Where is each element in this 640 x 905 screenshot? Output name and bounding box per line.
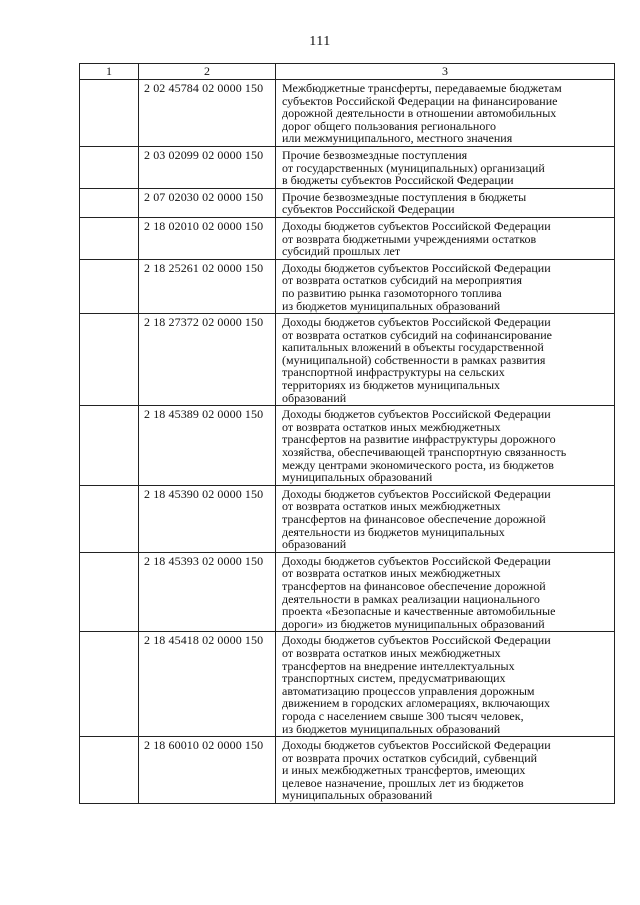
row-index-cell (80, 552, 139, 632)
revenue-name-cell: Доходы бюджетов субъектов Российской Федерации от возврата прочих остатков субсидий, субвенций и иных межбюджетных трансфертов, имеющих целевое назначение, прошлых лет из бюджетов муниципальных образований (276, 737, 615, 804)
column-header-2: 2 (139, 64, 276, 80)
revenue-name-cell: Доходы бюджетов субъектов Российской Федерации от возврата остатков иных межбюджетных трансфертов на финансовое обеспечение дорожной деятельности из бюджетов муниципальных образований (276, 485, 615, 552)
table-row (80, 552, 615, 632)
column-header-1: 1 (80, 64, 139, 80)
revenue-name-cell: Доходы бюджетов субъектов Российской Федерации от возврата остатков субсидий на мероприятия по развитию рынка газомоторного топлива из бюджетов муниципальных образований (276, 259, 615, 313)
budget-code-cell: 2 03 02099 02 0000 150 (139, 146, 276, 188)
budget-code-cell: 2 18 45390 02 0000 150 (139, 485, 276, 552)
page-number: 111 (309, 34, 331, 49)
row-index-cell (80, 217, 139, 259)
table-row (80, 146, 615, 188)
budget-code-cell: 2 18 02010 02 0000 150 (139, 217, 276, 259)
revenue-name-cell: Доходы бюджетов субъектов Российской Федерации от возврата остатков иных межбюджетных трансфертов на развитие инфраструктуры дорожного хозяйства, обеспечивающей транспортную связанность между центрами экономического роста, из бюджетов муниципальных образований (276, 406, 615, 486)
table-row (80, 80, 615, 147)
row-index-cell (80, 146, 139, 188)
table-row (80, 314, 615, 406)
table-header-row (80, 64, 615, 80)
budget-code-cell: 2 18 27372 02 0000 150 (139, 314, 276, 406)
budget-codes-table (79, 63, 615, 804)
row-index-cell (80, 406, 139, 486)
budget-code-cell: 2 07 02030 02 0000 150 (139, 188, 276, 217)
revenue-name-cell: Доходы бюджетов субъектов Российской Федерации от возврата остатков иных межбюджетных трансфертов на внедрение интеллектуальных транспортных систем, предусматривающих автоматизацию процессов управления дорожным движением в городских агломерациях, включающих города с населением свыше 300 тысяч человек, из бюджетов муниципальных образований (276, 632, 615, 737)
column-header-3: 3 (276, 64, 615, 80)
table-row (80, 485, 615, 552)
budget-code-cell: 2 18 45393 02 0000 150 (139, 552, 276, 632)
row-index-cell (80, 314, 139, 406)
budget-code-cell: 2 02 45784 02 0000 150 (139, 80, 276, 147)
table-row (80, 259, 615, 313)
revenue-name-cell: Межбюджетные трансферты, передаваемые бюджетам субъектов Российской Федерации на финансирование дорожной деятельности в отношении автомобильных дорог общего пользования регионального или межмуниципального, местного значения (276, 80, 615, 147)
table-row (80, 406, 615, 486)
revenue-name-cell: Прочие безвозмездные поступления от государственных (муниципальных) организаций в бюджеты субъектов Российской Федерации (276, 146, 615, 188)
budget-code-cell: 2 18 25261 02 0000 150 (139, 259, 276, 313)
budget-code-cell: 2 18 60010 02 0000 150 (139, 737, 276, 804)
table-row (80, 217, 615, 259)
table-row (80, 632, 615, 737)
row-index-cell (80, 188, 139, 217)
revenue-name-cell: Доходы бюджетов субъектов Российской Федерации от возврата остатков субсидий на софинансирование капитальных вложений в объекты государственной (муниципальной) собственности в рамках развития транспортной инфраструктуры на сельских территориях из бюджетов муниципальных образований (276, 314, 615, 406)
budget-code-cell: 2 18 45418 02 0000 150 (139, 632, 276, 737)
row-index-cell (80, 632, 139, 737)
table-row (80, 188, 615, 217)
row-index-cell (80, 80, 139, 147)
budget-code-cell: 2 18 45389 02 0000 150 (139, 406, 276, 486)
revenue-name-cell: Прочие безвозмездные поступления в бюджеты субъектов Российской Федерации (276, 188, 615, 217)
revenue-name-cell: Доходы бюджетов субъектов Российской Федерации от возврата остатков иных межбюджетных трансфертов на финансовое обеспечение дорожной деятельности в рамках реализации национального проекта «Безопасные и качественные автомобильные дороги» из бюджетов муниципальных образований (276, 552, 615, 632)
row-index-cell (80, 259, 139, 313)
row-index-cell (80, 737, 139, 804)
row-index-cell (80, 485, 139, 552)
revenue-name-cell: Доходы бюджетов субъектов Российской Федерации от возврата бюджетными учреждениями остатков субсидий прошлых лет (276, 217, 615, 259)
table-row (80, 737, 615, 804)
